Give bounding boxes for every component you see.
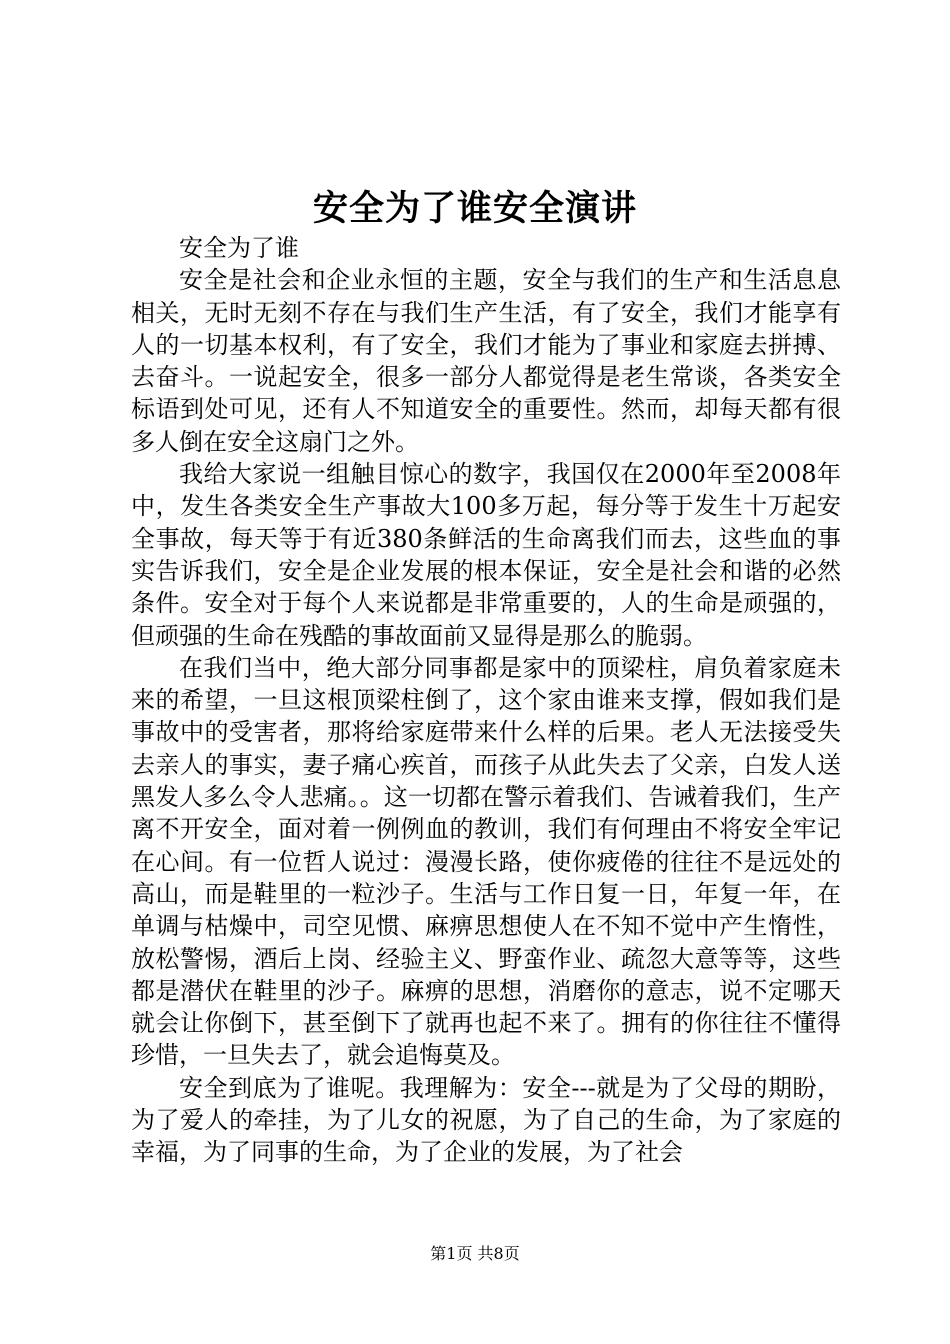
paragraph-3: 在我们当中，绝大部分同事都是家中的顶梁柱，肩负着家庭未来的希望，一旦这根顶梁柱倒了，这个家由谁来支撑，假如我们是事故中的受害者，那将给家庭带来什么样的后果。老人无法接受失去亲人的事实，妻子痛心疾首，而孩子从此失去了父亲，白发人送黑发人多么令人悲痛。。这一切都在警示着我们、告诫着我们，生产离不开安全，面对着一例例血的教训，我们有何理由不将安全牢记在心间。有一位哲人说过：漫漫长路，使你疲倦的往往不是远处的高山，而是鞋里的一粒沙子。生活与工作日复一日，年复一年，在单调与枯燥中，司空见惯、麻痹思想使人在不知不觉中产生惰性，放松警惕，酒后上岗、经验主义、野蛮作业、疏忽大意等等，这些都是潜伏在鞋里的沙子。麻痹的思想，消磨你的意志，说不定哪天就会让你倒下，甚至倒下了就再也起不来了。拥有的你往往不懂得珍惜，一旦失去了，就会追悔莫及。 — [131, 653, 841, 1070]
paragraph-1: 安全是社会和企业永恒的主题，安全与我们的生产和生活息息相关，无时无刻不存在与我们生产生活，有了安全，我们才能享有人的一切基本权利，有了安全，我们才能为了事业和家庭去拼搏、去奋斗。一说起安全，很多一部分人都觉得是老生常谈，各类安全标语到处可见，还有人不知道安全的重要性。然而，却每天都有很多人倒在安全这扇门之外。 — [131, 266, 841, 456]
document-body — [131, 232, 841, 1169]
document-title: 安全为了谁安全演讲 — [312, 188, 637, 229]
paragraph-2: 我给大家说一组触目惊心的数字，我国仅在2000年至2008年中，发生各类安全生产事故大100多万起，每分等于发生十万起安全事故，每天等于有近380条鲜活的生命离我们而去，这些血的事实告诉我们，安全是企业发展的根本保证，安全是社会和谐的必然条件。安全对于每个人来说都是非常重要的，人的生命是顽强的，但顽强的生命在残酷的事故面前又显得是那么的脆弱。 — [131, 460, 841, 650]
page-footer: 第1页 共8页 — [430, 1244, 520, 1263]
paragraph-subtitle: 安全为了谁 — [179, 234, 299, 262]
paragraph-4: 安全到底为了谁呢。我理解为：安全---就是为了父母的期盼，为了爱人的牵挂，为了儿女的祝愿，为了自己的生命，为了家庭的幸福，为了同事的生命，为了企业的发展，为了社会 — [131, 1073, 841, 1167]
